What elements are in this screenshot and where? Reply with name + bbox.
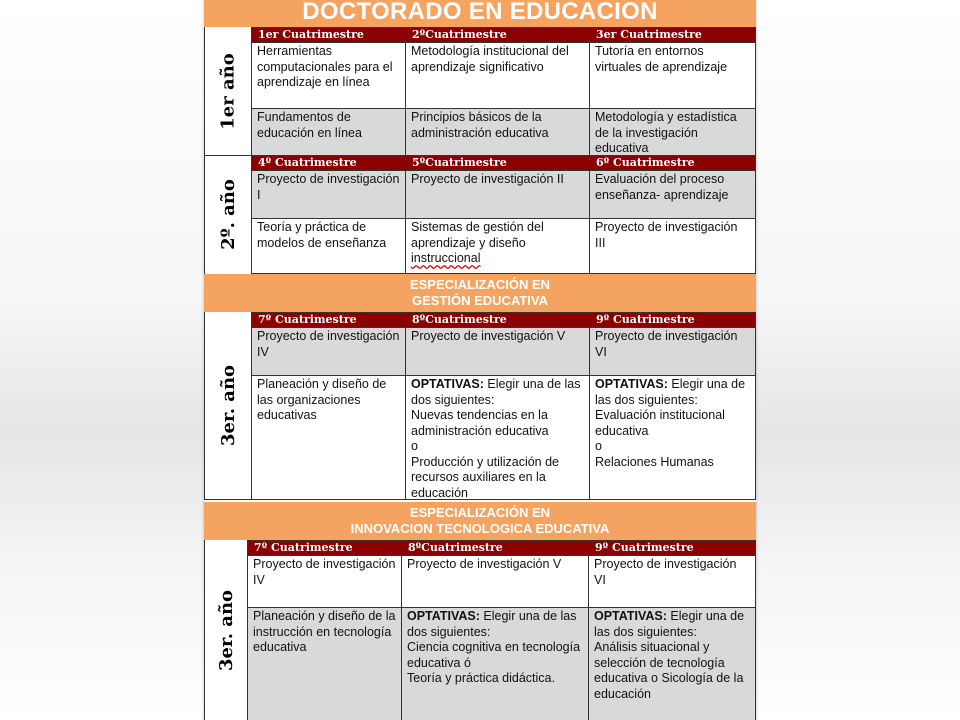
band-line: ESPECIALIZACIÓN EN xyxy=(409,277,551,292)
table-cell: Proyecto de investigación I xyxy=(252,170,406,218)
cell-text: Producción y utilización de recursos auxiliares en la educación xyxy=(411,454,559,499)
band-line: GESTIÓN EDUCATIVA xyxy=(411,293,549,308)
table-cell: Planeación y diseño de la instrucción en tecnología educativa xyxy=(248,607,402,720)
year-label-1 xyxy=(204,27,252,156)
cell-text: o xyxy=(411,439,418,453)
table-cell: Proyecto de investigación IV xyxy=(252,327,406,375)
table-cell xyxy=(402,607,589,720)
table-cell: Proyecto de investigación VI xyxy=(589,555,755,607)
table-year-1 xyxy=(251,27,756,156)
column-header: 3er Cuatrimestre xyxy=(590,28,755,42)
specialization-band-innovacion xyxy=(204,502,756,540)
column-header: 7º Cuatrimestre xyxy=(252,313,406,327)
cell-text: Elegir una de las dos siguientes: xyxy=(594,609,745,639)
year-label-3b xyxy=(204,540,248,720)
table-cell: Herramientas computacionales para el aprendizaje en línea xyxy=(252,42,406,108)
cell-text: Relaciones Humanas xyxy=(595,454,714,469)
specialization-band-gestion xyxy=(204,274,756,312)
table-cell: Proyecto de investigación V xyxy=(402,555,589,607)
year-label-3a-text: 3er. año xyxy=(218,364,240,447)
column-header: 4º Cuatrimestre xyxy=(252,156,406,170)
column-header: 5ºCuatrimestre xyxy=(406,156,590,170)
table-cell: Proyecto de investigación IV xyxy=(248,555,402,607)
year-label-3b-text: 3er. año xyxy=(216,589,238,671)
band-line: ESPECIALIZACIÓN EN xyxy=(409,505,551,520)
cell-text: o xyxy=(595,439,602,453)
cell-text: Sistemas de gestión del aprendizaje y diseño xyxy=(411,220,544,250)
table-cell: Proyecto de investigación III xyxy=(590,218,755,273)
table-cell xyxy=(590,375,755,499)
cell-text: Nuevas tendencias en la administración educativa xyxy=(411,408,549,438)
column-header: 6º Cuatrimestre xyxy=(590,156,755,170)
column-header: 8ºCuatrimestre xyxy=(402,541,589,555)
table-cell xyxy=(406,218,590,273)
cell-text: Elegir una de las dos siguientes: xyxy=(407,609,577,639)
year-label-2-text: 2º. año xyxy=(218,179,240,250)
optativas-label: OPTATIVAS: xyxy=(595,377,668,391)
optativas-label: OPTATIVAS: xyxy=(594,609,667,623)
year-label-2 xyxy=(204,155,252,275)
table-cell: Tutoría en entornos virtuales de aprendizaje xyxy=(590,42,755,108)
year-label-3a xyxy=(204,312,252,500)
table-cell xyxy=(406,375,590,499)
column-header: 9º Cuatrimestre xyxy=(590,313,755,327)
table-cell: Proyecto de investigación II xyxy=(406,170,590,218)
page-title: DOCTORADO EN EDUCACION xyxy=(204,0,756,27)
table-cell: Proyecto de investigación V xyxy=(406,327,590,375)
table-cell: Metodología institucional del aprendizaje significativo xyxy=(406,42,590,108)
optativas-label: OPTATIVAS: xyxy=(411,377,484,391)
table-cell: Planeación y diseño de las organizaciones educativas xyxy=(252,375,406,499)
cell-text: Ciencia cognitiva en tecnología educativa ó xyxy=(407,640,581,670)
table-cell: Evaluación del proceso enseñanza- aprendizaje xyxy=(590,170,755,218)
table-cell: Fundamentos de educación en línea xyxy=(252,108,406,155)
column-header: 2ºCuatrimestre xyxy=(406,28,590,42)
column-header: 8ºCuatrimestre xyxy=(406,313,590,327)
column-header: 9º Cuatrimestre xyxy=(589,541,755,555)
column-header: 7º Cuatrimestre xyxy=(248,541,402,555)
column-header: 1er Cuatrimestre xyxy=(252,28,406,42)
document-page xyxy=(204,0,756,720)
cell-text: Evaluación institucional educativa xyxy=(595,408,725,438)
table-year-3-gestion xyxy=(251,312,756,500)
table-cell: Principios básicos de la administración educativa xyxy=(406,108,590,155)
table-cell xyxy=(589,607,755,720)
cell-text-misspelled: instruccional xyxy=(411,251,481,265)
cell-text: Análisis situacional y selección de tecnología educativa o Sicología de la educación xyxy=(594,640,744,701)
optativas-label: OPTATIVAS: xyxy=(407,609,480,623)
cell-text: Teoría y práctica didáctica. xyxy=(407,671,555,685)
table-year-3-innovacion xyxy=(247,540,756,720)
table-year-2 xyxy=(251,155,756,274)
table-cell: Teoría y práctica de modelos de enseñanza xyxy=(252,218,406,273)
cell-text: Elegir una de las dos siguientes: xyxy=(595,377,746,407)
band-line: INNOVACION TECNOLOGICA EDUCATIVA xyxy=(350,521,610,536)
table-cell: Proyecto de investigación VI xyxy=(590,327,755,375)
cell-text: Elegir una de las dos siguientes: xyxy=(411,377,581,407)
table-cell: Metodología y estadística de la investigación educativa xyxy=(590,108,755,155)
year-label-1-text: 1er año xyxy=(218,52,240,130)
